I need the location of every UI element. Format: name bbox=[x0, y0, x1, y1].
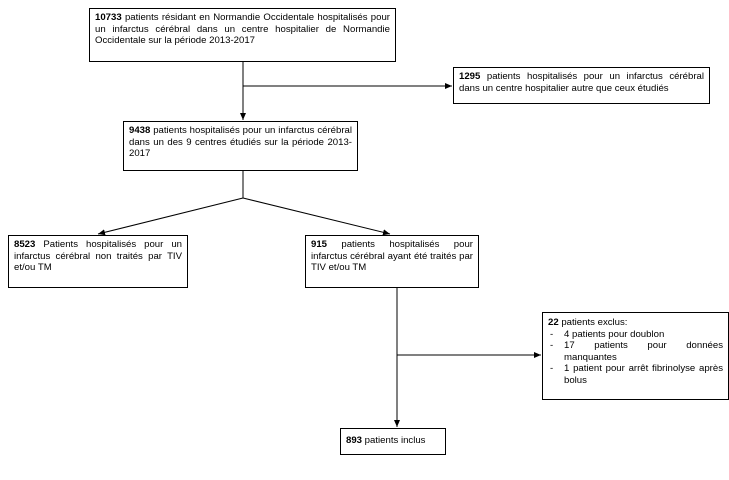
box-included bbox=[340, 428, 446, 455]
box-treated-number: 915 bbox=[311, 239, 328, 250]
box-other-text: patients hospitalisés pour un infarctus cérébral dans un centre hospitalier autre que ceux étudiés bbox=[459, 71, 704, 94]
box-untreated bbox=[8, 235, 188, 288]
box-excluded-heading bbox=[548, 317, 723, 329]
box-untreated-text: Patients hospitalisés pour un infarctus cérébral non traités par TIV et/ou TM bbox=[14, 239, 182, 274]
exclusion-item-fibrinolysis-stopped: - 1 patient pour arrêt fibrinolyse après bolus bbox=[548, 363, 723, 386]
arrow-to-untreated bbox=[98, 198, 243, 234]
box-other-number: 1295 bbox=[459, 71, 481, 82]
box-treated-text: patients hospitalisés pour infarctus cérébral ayant été traités par TIV et/ou TM bbox=[311, 239, 473, 274]
box-excluded bbox=[542, 312, 729, 400]
box-total-text: patients résidant en Normandie Occidentale hospitalisés pour un infarctus cérébral dans un centre hospitalier de Normandie Occidentale sur la période 2013-2017 bbox=[95, 12, 390, 47]
exclusion-item-missing-data: - 17 patients pour données manquantes bbox=[548, 340, 723, 363]
box-excluded-number: 22 bbox=[548, 317, 559, 328]
box-treated bbox=[305, 235, 479, 288]
box-studied-number: 9438 bbox=[129, 125, 151, 136]
arrow-to-treated bbox=[243, 198, 390, 234]
box-included-number: 893 bbox=[346, 435, 363, 446]
box-total-number: 10733 bbox=[95, 12, 122, 23]
box-excluded-text: patients exclus: bbox=[558, 317, 628, 328]
exclusion-item-duplicate: - 4 patients pour doublon bbox=[548, 329, 723, 341]
box-studied-centers bbox=[123, 121, 358, 171]
box-studied-text: patients hospitalisés pour un infarctus cérébral dans un des 9 centres étudiés sur la période 2013-2017 bbox=[129, 125, 352, 160]
box-total-patients bbox=[89, 8, 396, 62]
exclusion-list bbox=[548, 329, 723, 387]
box-other-center bbox=[453, 67, 710, 104]
box-included-text: patients inclus bbox=[362, 435, 426, 446]
box-untreated-number: 8523 bbox=[14, 239, 36, 250]
